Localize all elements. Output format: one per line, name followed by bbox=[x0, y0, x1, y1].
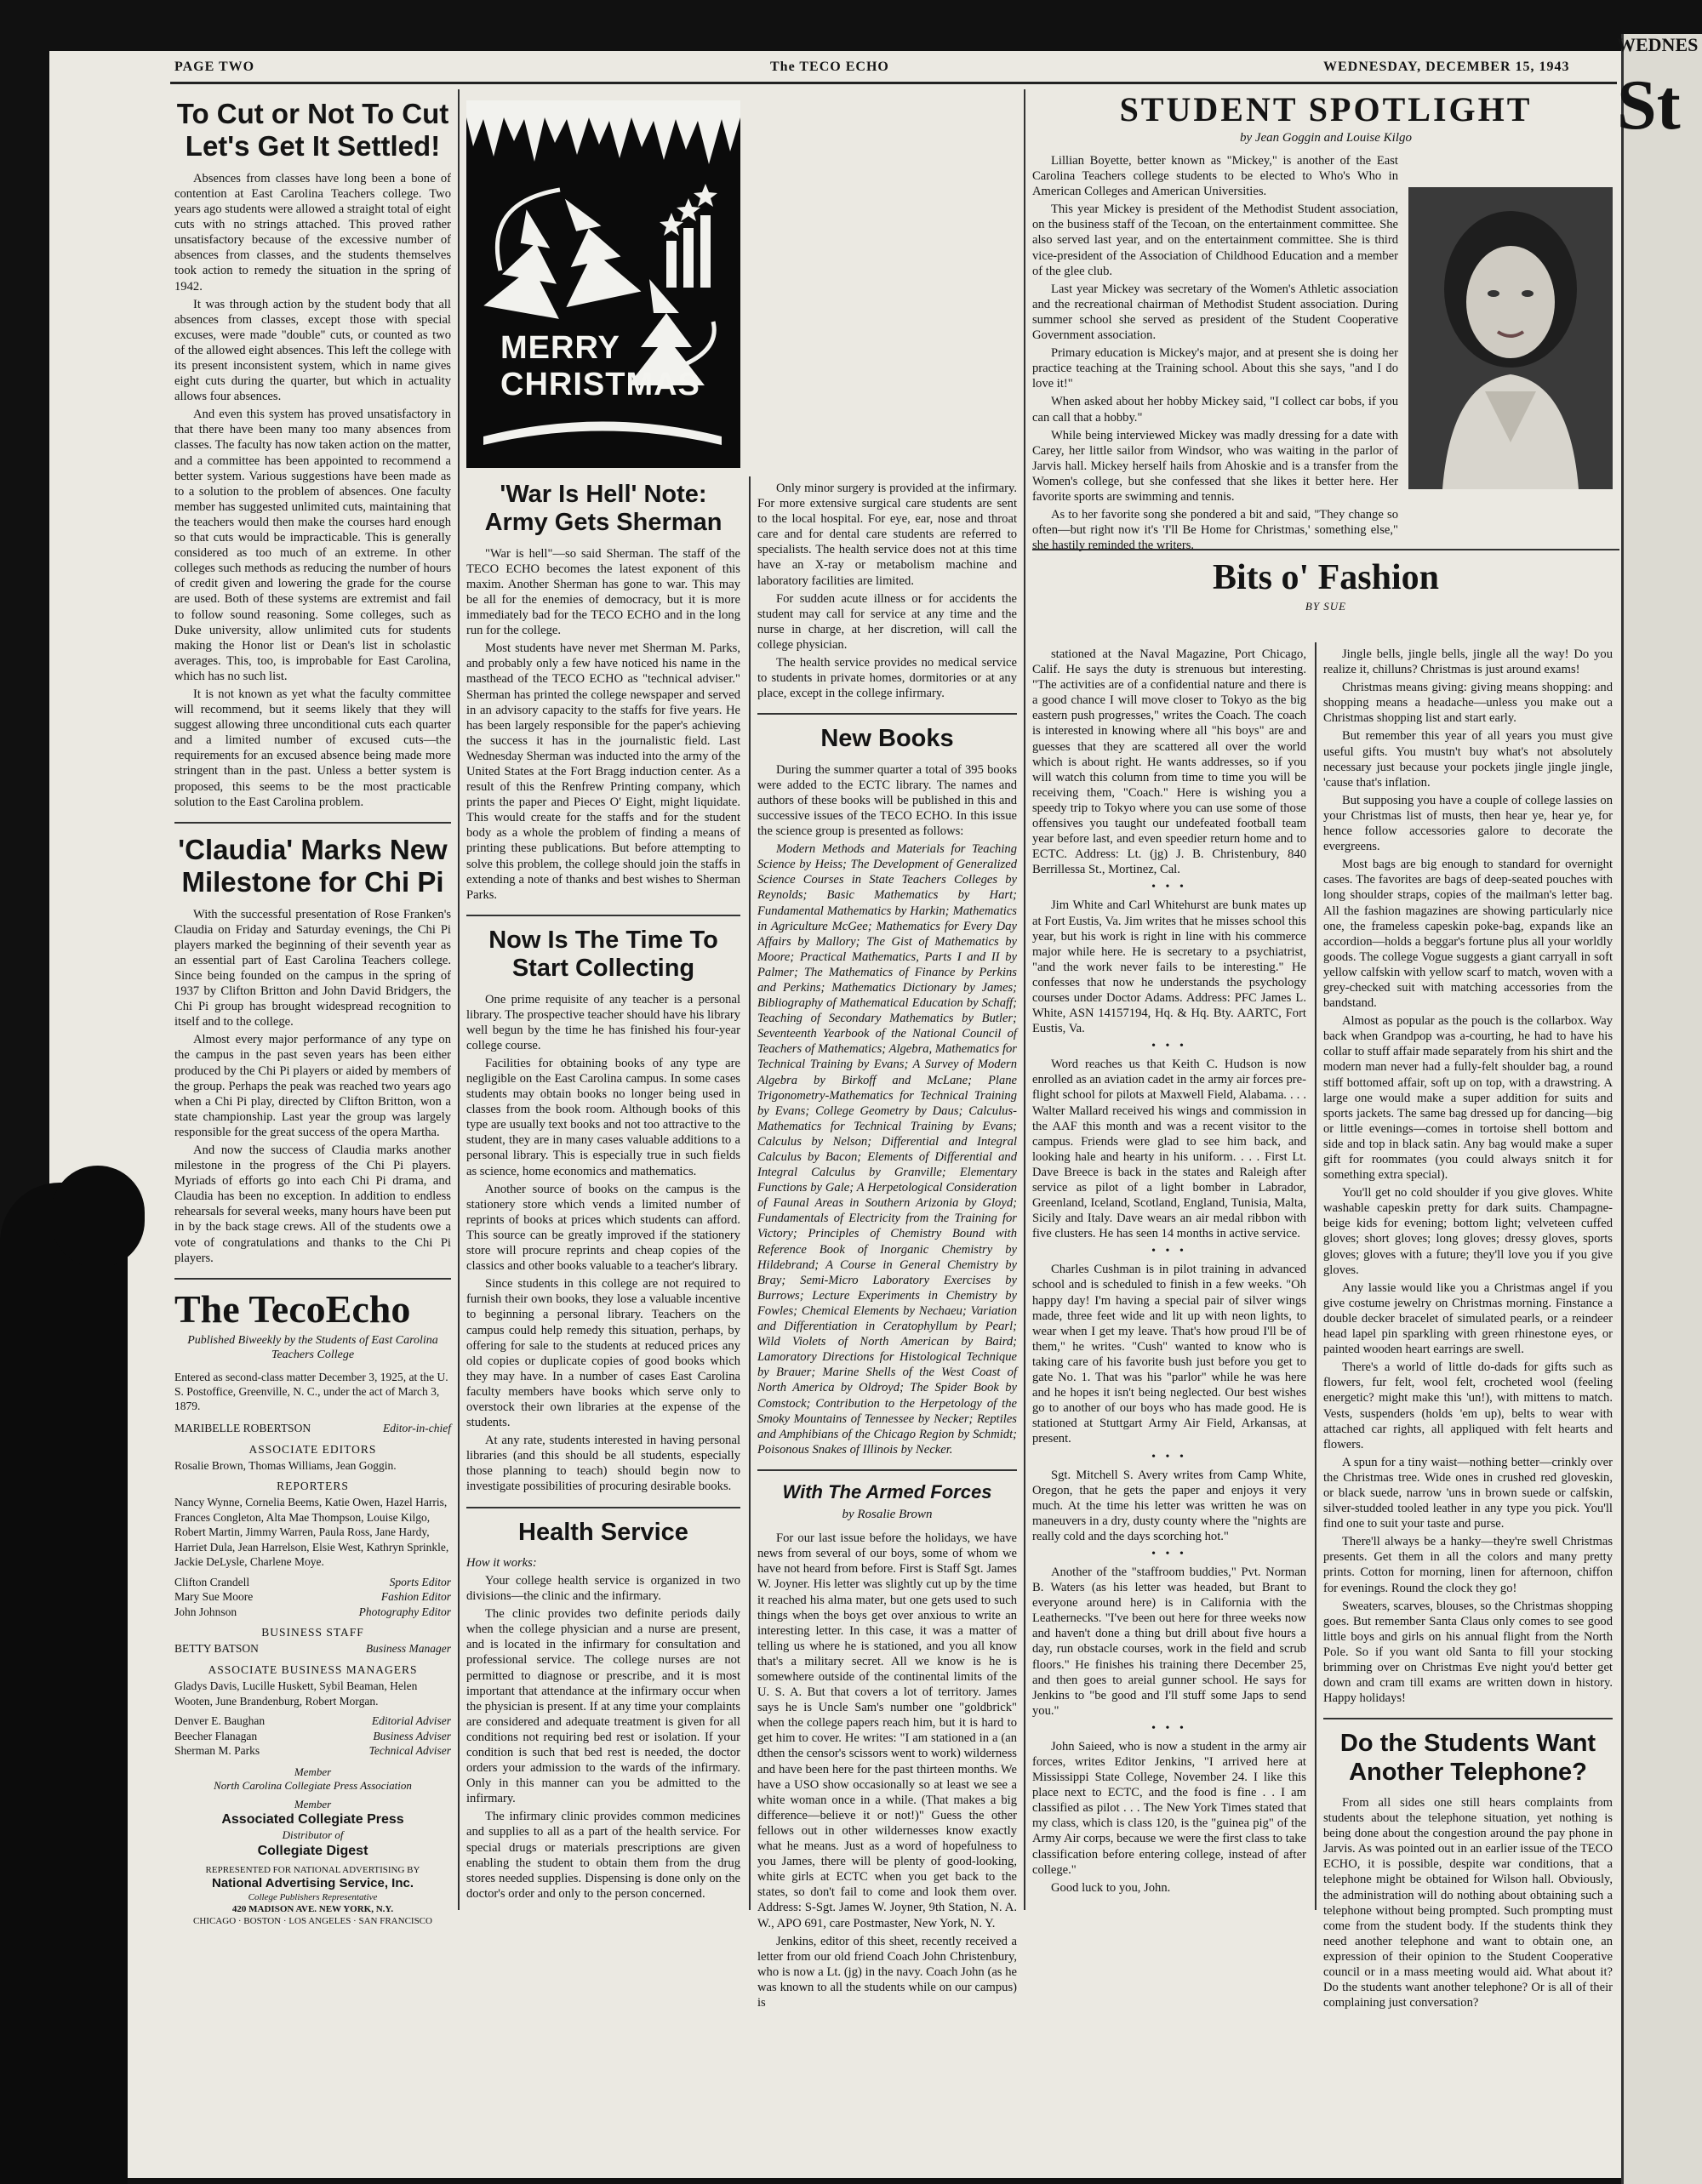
claudia-paragraph: Almost every major performance of any type on the campus in the past seven years has been either produced by the Chi Pi players or aided by members of the group. Perhaps the peak was reached two years ago when a Chi Pi play, directed by Clifton Britton, won a state championship. Last year the group was largely responsible for the great success of the opera Martha. bbox=[174, 1033, 451, 1139]
staff-role: Business Manager bbox=[365, 1642, 451, 1656]
christmas-illustration bbox=[466, 100, 740, 468]
section-rule bbox=[1032, 549, 1619, 550]
staff-role: Photography Editor bbox=[358, 1605, 451, 1618]
staff-heading: ASSOCIATE BUSINESS MANAGERS bbox=[208, 1662, 418, 1676]
collecting-paragraph: At any rate, students interested in having personal libraries (and this should be all students, especially those planning to teach) should begin now to investigate possibilities of procuring desirable books. bbox=[466, 1434, 740, 1494]
masthead-entry: Entered as second-class matter December 3, 1925, at the U. S. Postoffice, Greenville, N. C., under the act of March 3, 1879. bbox=[174, 1371, 448, 1413]
fashion-paragraph: You'll get no cold shoulder if you give gloves. White washable capeskin pretty for dark suits. Champagne-beige kids for evening; bottom light; velveteen cuffed gloves; short gloves; long gloves; dressy gloves, sports gloves; gloves with a future; they'll love you if you give gloves. bbox=[1323, 1186, 1613, 1277]
spotlight-paragraph: Primary education is Mickey's major, and at present she is doing her practice teaching at the Training school. About this she says, "and I do love it!" bbox=[1032, 346, 1398, 391]
spotlight-byline: by Jean Goggin and Louise Kilgo bbox=[1239, 131, 1413, 145]
health-paragraph: The clinic provides two definite periods daily when the college physician and a nurse are present, and is located in the infirmary for consultation and professional service. The college nurses are not permitted to diagnose or prescribe, and it is most important that attendance at the infirmary occur when the physician is present. If at any time your complaints are considered and adequate treatment is given for all conditions not requiring bed rest or isolation. If your condition is such that bed rest is needed, the doctor orders your admission to the wards of the infirmary. Only in this manner can you be admitted to the infirmary. bbox=[466, 1607, 740, 1806]
service-paragraph: Jim White and Carl Whitehurst are bunk mates up at Fort Eustis, Va. Jim writes that he misses school this year, but his work is right in line with his commerce major while here. He is secretary to a psychiatrist, "and the work never fails to be interesting." He confesses that now he understands the psychology courses under Doctor Adams. Address: PFC James L. White, ASN 14157194, Hq. & Hq. Bty. AARTC, Fort Eustis, Va. bbox=[1032, 898, 1306, 1036]
collecting-paragraph: Since students in this college are not required to furnish their own books, they lose a valuable incentive to beginning a personal library. Teachers on the campus could help remedy this situation, perhaps, by offering for sale to the students at reduced prices any old copies or duplicate copies of good books which they may have. In a number of cases East Carolina faculty members have books which serve only to overstock their own libraries at the expense of the students. bbox=[466, 1277, 740, 1430]
spotlight-paragraph: Last year Mickey was secretary of the Women's Athletic association and the recreational chairman of Methodist Student association. During summer school she served as president of the Student Cooperative Government association. bbox=[1032, 282, 1398, 343]
paper-name: The TECO ECHO bbox=[770, 60, 889, 74]
health-paragraph: The infirmary clinic provides common medicines and supplies to all as a part of the health service. For special drugs or materials prescriptions are given enabling the student to obtain them from the drug stores needed supplies. Dispensing is done only on the doctor's order and only to the person concerned. bbox=[466, 1810, 740, 1901]
column-3 bbox=[757, 481, 1017, 2013]
staff-name: Sherman M. Parks bbox=[174, 1744, 260, 1758]
folio-rule bbox=[170, 82, 1617, 84]
fashion-paragraph: Most bags are big enough to standard for overnight cases. The favorites are bags of deep-seated pouches with long shoulder straps, copies of the mailman's letter bag. All the fashion magazines are showing particularly nice one, the frameless capeskin poke-bag, expands like an accordion—holds a beggar's fortune plus all your worldly goods. The college Vogue suggests a giant carryall in soft yellow calfskin with yellow scarf to match, woven with a grey-checked suit with matching accessories from the bandstand. bbox=[1323, 858, 1613, 1011]
fashion-paragraph: There'll always be a hanky—they're swell Christmas presents. Get them in all the colors and many pretty prints. Cotton for morning, linen for afternoon, chiffon for evenings. Round the clock they go! bbox=[1323, 1535, 1613, 1595]
staff-names: Gladys Davis, Lucille Huskett, Sybil Beaman, Helen Wooten, June Brandenburg, Robert Morgan. bbox=[174, 1679, 418, 1708]
fashion-paragraph: A spun for a tiny waist—nothing better—crinkly over the Christmas tree. Wide ones in crushed red gloveskin, or black suede, narrow 'uns in brown suede or calfskin, silver-studded tooled leather in any type you pick. You'll find one to suit your taste and purse. bbox=[1323, 1455, 1613, 1531]
christmas-trees-icon bbox=[466, 100, 740, 468]
headline-collecting: Now Is The Time To Start Collecting bbox=[488, 926, 718, 983]
staff-name: Denver E. Baughan bbox=[174, 1714, 266, 1728]
student-photo bbox=[1408, 187, 1613, 489]
spotlight-paragraph: When asked about her hobby Mickey said, "I collect car bobs, if you can call that a hobby." bbox=[1032, 395, 1398, 425]
fashion-paragraph: Christmas means giving: giving means shopping: and shopping means a headache—unless you make out a Christmas shopping list and start early. bbox=[1323, 681, 1613, 726]
nas-logo: National Advertising Service, Inc. bbox=[211, 1876, 414, 1891]
masthead-title: The TecoEcho bbox=[174, 1286, 411, 1331]
cuts-paragraph: It was through action by the student body that all absences from classes, except those with special excuses, were made "double" cuts, or counted as two of the allowed eight absences. This left the college with its present inconsistent system, which in name gives eight cuts during the quarter, but which in actuality allows four absences. bbox=[174, 297, 451, 404]
article-rule bbox=[174, 822, 451, 824]
acp-logo: Associated Collegiate Press bbox=[221, 1812, 404, 1828]
member-association: North Carolina Collegiate Press Association bbox=[214, 1778, 412, 1792]
staff-name: Beecher Flanagan bbox=[174, 1729, 258, 1742]
service-paragraph: Sgt. Mitchell S. Avery writes from Camp White, Oregon, that he gets the paper and enjoys it very much. At the time his letter was written he was on maneuvers in a dry, dusty county where the "nights are really cold and the days scorching hot." bbox=[1032, 1468, 1306, 1543]
staff-name: Clifton Crandell bbox=[174, 1575, 250, 1588]
column-4: stationed at the Naval Magazine, Port Chicago, Calif. He says the duty is strenuous but interesting. "The activities are of a confidential nature and there is a good chance I will move closer to Tokyo as the big eastern push progresses," writes the Coach. The coach is interested in knowing where all "his boys" are and guesses that they are scattered all over the world which is about right. He wants addresses, so if you will watch this column from time to time you will be receiving them, "Coach." Here is wishing you a speedy trip to Tokyo where you can use some of those offensives you taught our undefeated football team year before last, and even speedier return home and to ECTC. Address: Lt. (jg) J. B. Christenbury, 840 Berrillessa St., Mortinez, Cal. • • • Jim White and Carl Whitehurst are bunk mates up at Fort Eustis, Va. Jim writes that he misses school this year, but his work is right in line with his commerce major while here. He is secretary to a psychiatrist, "and the work never fails to be interesting." He confesses that now he understands the psychology courses under Doctor Adams. Address: PFC James L. White, ASN 14157194, Hq. & Hq. Bty. AARTC, Fort Eustis, Va. • • • Word reaches us that Keith C. Hudson is now enrolled as an aviation cadet in the army air forces pre-flight school for pilots at Maxwell Field, Alabama. . . . Walter Mallard received his wings and commission in the AAF this month and was a recent visitor to the campus. Friends were glad to see him back, and looking hale and hearty in his uniform. . . . First Lt. Dave Breece is back in the states and Raleigh after service as pilot of a light bomber in Labrador, Greenland, Iceland, Scotland, England, Tunisia, Malta, Sicily and Italy. Dave wears an air medal ribbon with five clusters. He has seen 14 months in active service. • • • Charles Cushman is in pilot training in advanced school and is scheduled to finish in a few weeks. "Oh happy day! I'm having a special pair of silver wings made, three feet wide and lit up with neon lights, to wear when I get my leave. That's how proud I'll be of them," he writes. "Cush" wanted to know who is taking care of his favorite bush just before you get to gate No. 1. That was his "parlor" while he was here and he hopes it isn't being neglected. Our best wishes go to another of our boys who has made good. He is stationed at Stuttgart Army Air Field, Arkansas, at present. • • • Sgt. Mitchell S. Avery writes from Camp White, Oregon, that he gets the paper and enjoys it very much. At the time his letter was written he was on maneuvers in a dry, dusty county where the "nights are really cold and the days scorching hot." • • • Another of the "staffroom buddies," Pvt. Norman B. Waters (as his letter was headed, but Brant to everyone around here) is in California with the Leathernecks. "I've been out here for three weeks now and haven't done a thing but drill about five hours a day, run obstacle courses, work in the field and scrub floors." He finishes his training there December 25, and then goes to areial gunner school. He says for Jenkins to "be good and I'll stuff some Japs to send you." • • • John Saieed, who is now a student in the army air forces, writes Editor Jenkins, "I arrived here at Mississippi State College, November 24. I like this place next to ECTC, and the food is fine . . I am classified as pilot . . . The New York Times stated that my class, which is class 120, is the "guinea pig" of the Army Air corps, because we were the first class to take classification before entering college, instead of after college." Good luck to you, John. bbox=[1032, 647, 1306, 1895]
staff-name: BETTY BATSON bbox=[174, 1642, 259, 1656]
staff-name: Mary Sue Moore bbox=[174, 1590, 254, 1604]
spotlight-paragraph: Lillian Boyette, better known as "Mickey," is another of the East Carolina Teachers college students to be elected to Who's Who in American Colleges and American Universities. bbox=[1032, 154, 1398, 199]
article-rule bbox=[1323, 1718, 1613, 1719]
staff-name: John Johnson bbox=[174, 1605, 237, 1618]
collecting-paragraph: Facilities for obtaining books of any type are negligible on the East Carolina campus. In some cases students may obtain books no longer being used in classes from the book room. Although books of this type are usually text books and not too attractive to the student, they are in many cases valuable additions to a personal library. This is especially true in such fields as science, home economics and mathematics. bbox=[466, 1056, 740, 1178]
service-paragraph: Good luck to you, John. bbox=[1051, 1880, 1171, 1895]
armed-paragraph: Jenkins, editor of this sheet, recently received a letter from our old friend Coach John Christenbury, who is now a Lt. (jg) in the navy. Coach John (as he was known to all the students while on our campus) is bbox=[757, 1934, 1017, 2010]
staff-row bbox=[174, 1729, 451, 1744]
portrait-icon bbox=[1408, 187, 1613, 489]
spotlight-paragraph: While being interviewed Mickey was madly dressing for a date with Carey, her little sailor from Windsor, who was waiting in the parlor of Jarvis hall. Mickey herself hails from Ahoskie and is a transfer from the Women's college, but she confessed that she likes it better here. Her favorite sports are swimming and tennis. bbox=[1032, 428, 1398, 504]
member-label: Member bbox=[294, 1798, 332, 1811]
collecting-paragraph: One prime requisite of any teacher is a personal library. The prospective teacher should have his library well begun by the time he has finished his four-year college course. bbox=[466, 992, 740, 1052]
cuts-paragraph: It is not known as yet what the faculty committee will recommend, but it seems likely that they will suggest allowing three unconditional cuts each quarter and a limited number of excused cuts—the requirements for an excused absence being made more stringent than in the past. Unless a better system is proposed, this seems to be the most practicable solution to the East Carolina problem. bbox=[174, 687, 451, 809]
armed-paragraph: For our last issue before the holidays, we have news from several of our boys, some of whom we have not heard from before. First is Staff Sgt. James W. Joyner. His letter was slightly cut up by the time it reached his alma mater, but one gets used to such things when the boys get over anxious to write an interesting letter. In this case, it was a matter of telling us where he is stationed, and you all know that's a military secret. All we know is he is somewhere outside of the continental limits of the U. S. A. But that covers a lot of territory. James says he is Uncle Sam's number one "goldbrick" when the college papers reach him, but it is hard to get him to cover. He writes: "I am stationed in a (an dthen the censor's scissors went to work) wilderness and have been here for the past thirteen months. We have a USO show occasionally so at least we see a white woman once in a while. (That makes a big difference—believe it or not!)" Guess the other fellows out in other wildernesses know exactly what he means. Just as a word of hopefulness to you James, there will be plenty of good-looking, white girls at ECTC when you get back to the states, so don't fail to come and look them over. Address: S-Sgt. James W. Joyner, 9th Station, N. A. W., APO 691, care Postmaster, New York, N. Y. bbox=[757, 1531, 1017, 1930]
headline-telephone: Do the Students Want Another Telephone? bbox=[1339, 1730, 1596, 1786]
service-paragraph: Charles Cushman is in pilot training in advanced school and is scheduled to finish in a few weeks. "Oh happy day! I'm having a special pair of silver wings made, three feet wide and lit up with neon lights, to wear when I get my leave. That's how proud I'll be of them," he writes. "Cush" wanted to know who is taking care of his favorite bush just before you get to gate No. 1. That was his "parlor" while he was here and he hopes it isn't being neglected. Our best wishes go to another of our boys who has made good. He is stationed at Stuttgart Army Air Field, Arkansas, at present. bbox=[1032, 1263, 1306, 1446]
spotlight-title: STUDENT SPOTLIGHT bbox=[1119, 90, 1533, 128]
next-page-folio: WEDNES bbox=[1617, 34, 1699, 55]
rep-label: REPRESENTED FOR NATIONAL ADVERTISING BY bbox=[205, 1864, 420, 1875]
staff-row bbox=[174, 1641, 451, 1657]
books-paragraph: Modern Methods and Materials for Teaching Science by Heiss; The Development of Generalized Science Courses in State Teachers Colleges by Reynolds; Basic Mathematics by Hart; Fundamental Mathematics by Harkin; Mathematics in Agriculture McGee; Mathematics for Every Day Affairs by Mallory; The Gist of Mathematics by Moore; Practical Mathematics, Parts I and II by Palmer; The Mathematics of Finance by Perkins and Perkins; Mathematics Dictionary by James; Bibliography of Mathematical Education by Schaff; Teaching of Secondary Mathematics by Butler; Seventeenth Yearbook of the National Council of Teachers of Mathematics; Algebra, Mathematics for Technical Training by Evans; A Survey of Modern Algebra by Birkoff and McLane; Plane Trigonometry-Mathematics for Technical Training by Evans; College Geometry by Daus; Calculus-Mathematics for Technical Training by Evans; Calculus by Nelson; Differential and Integral Calculus by Bacon; Elements of Differential and Integral Calculus by Granville; Elementary Functions by Gale; A Herpetological Consideration of Faunal Areas in Southern Arizonia by Gloyd; Fundamentals of Electricity from the Training for Victory; Principles of Chemistry Bound with Reference Book of Inorganic Chemistry by Hildebrand; A Course in General Chemistry by Bray; Semi-Micro Laboratory Exercises by Burrows; Lecture Experiments in Chemistry by Fowles; Chemical Elements by Nechaeu; Variation and Differentiation in Ceratophyllum by Pearl; Wild Violets of North American by Baird; Lamoratory Directions for Histological Technique by Brauer; Marine Shells of the West Coast of North America by Oldroyd; The Spider Book by Comstock; Contribution to the Herpetology of the Smoky Mountains of Tennessee by Necker; Reptiles and Amphibians of the Chicago Region by Schmidt; Poisonous Snakes of Illinois by Necker. bbox=[757, 842, 1017, 1457]
article-rule bbox=[174, 1278, 451, 1280]
digest-logo: Collegiate Digest bbox=[257, 1843, 368, 1858]
staff-heading: BUSINESS STAFF bbox=[261, 1626, 364, 1639]
masthead-subtitle: Published Biweekly by the Students of East Carolina Teachers College bbox=[187, 1333, 438, 1361]
cuts-paragraph: And even this system has proved unsatisfactory in that there have been many too many absences from classes. The faculty has now taken action on the matter, and a committee has been appointed to recommend a better system. Various suggestions have been made as to a solution to the problem of absences. One faculty member has suggested unlimited cuts, maintaining that the teachers would then make the courses hard enough so that cuts would be impracticable. This is generally considered as too much of an extreme. In other colleges such methods as reducing the number of hours of credit given and lowering the grade for the course are used. Both of these systems are extremist and fail to follow sound reasoning. Some colleges, such as Duke university, allow unlimited cuts for students making the Honor list or Dean's list in scholastic averages. This, too, is improbable for East Carolina, which has no such list. bbox=[174, 408, 451, 683]
article-rule bbox=[757, 713, 1017, 715]
fashion-header bbox=[1032, 557, 1619, 622]
article-rule bbox=[466, 915, 740, 916]
headline-claudia: 'Claudia' Marks New Milestone for Chi Pi bbox=[178, 833, 448, 898]
staff-names: Rosalie Brown, Thomas Williams, Jean Goggin. bbox=[174, 1458, 397, 1472]
hand-thumb bbox=[51, 1166, 145, 1268]
next-page-edge bbox=[1621, 34, 1702, 2184]
telephone-paragraph: From all sides one still hears complaints from students about the telephone situation, yet nothing is being done about the congestion around the pay phone in Jarvis. As was pointed out in an earlier issue of the TECO ECHO, it is possible, despite war conditions, that a telephone might be obtained for Wilson hall. Obviously, the administration will do nothing about obtaining such a telephone without being prompted. Such prompting must come from the student body. If the students think they need another telephone and want to obtain one, an expression of their opinion to the Student Cooperative council or in a mass meeting would aid. What about it? Do the students want another telephone? Or is all of their complaining just conversation? bbox=[1323, 1795, 1613, 2010]
spotlight-paragraph: This year Mickey is president of the Methodist Student association, on the business staff of the Tecoan, on the entertainment committee. She also served last year, and on the entertainment committee. She is third vice-president of the Association of Childhood Education and a member of the glee club. bbox=[1032, 202, 1398, 278]
merry-christmas-text: MERRY CHRISTMAS bbox=[500, 330, 700, 402]
staff-row bbox=[174, 1421, 451, 1436]
cuts-paragraph: Absences from classes have long been a bone of contention at East Carolina Teachers college. Two years ago students were allowed a straight total of eight cuts with no strings attached. This proved rather unsatisfactory because of the excessive number of absences from classes, and the students themselves took action to remedy the situation in the spring of 1942. bbox=[174, 171, 451, 294]
issue-date: WEDNESDAY, DECEMBER 15, 1943 bbox=[1323, 60, 1570, 74]
distributor-label: Distributor of bbox=[282, 1828, 344, 1842]
headline-war: 'War Is Hell' Note: Army Gets Sherman bbox=[484, 481, 722, 537]
nas-subtitle: College Publishers Representative bbox=[248, 1892, 378, 1903]
press-association bbox=[174, 1765, 451, 1928]
fashion-paragraph: Any lassie would like you a Christmas angel if you give costume jewelry on Christmas morning. Finstance a double decker bracelet of simulated pearls, or a reindeer head lapel pin sparkling with green rhinestone eyes, or painted wooden heart earrings are swell. bbox=[1323, 1280, 1613, 1357]
staff-heading: ASSOCIATE EDITORS bbox=[248, 1442, 377, 1456]
staff-role: Business Adviser bbox=[373, 1729, 451, 1742]
staff-role: Editor-in-chief bbox=[383, 1421, 451, 1434]
fashion-paragraph: Jingle bells, jingle bells, jingle all the way! Do you realize it, chilluns? Christmas is just around exams! bbox=[1323, 647, 1613, 677]
nas-address: 420 MADISON AVE. NEW YORK, N.Y. bbox=[231, 1903, 394, 1914]
article-rule bbox=[466, 1507, 740, 1508]
fashion-paragraph: There's a world of little do-dads for gifts such as flowers, fur felt, wool felt, crocheted wool (feeling energetic? might make this 'un!), with mittens to match. Vests, suspenders (holds 'em up), belts to wear with attached car rights, all appliqued with felt hearts and flowers. bbox=[1323, 1360, 1613, 1451]
headline-books: New Books bbox=[820, 725, 954, 753]
staff-role: Editorial Adviser bbox=[371, 1714, 451, 1728]
spotlight-paragraph: As to her favorite song she pondered a bit and said, "They change so often—but right now it's 'I'll Be Home for Christmas,' something else," she hastily reminded the writers. bbox=[1032, 508, 1398, 553]
column-rule bbox=[458, 89, 460, 1910]
claudia-paragraph: And now the success of Claudia marks another milestone in the progress of the Chi Pi players. Myriads of efforts go into each Chi Pi drama, and Claudia has been no exception. In addition to endless rehearsals for several weeks, many hours have been put in by the back stage crews. All of the students owe a vote of congratulations and thanks to the Chi Pi players. bbox=[174, 1143, 451, 1265]
fashion-paragraph: Sweaters, scarves, blouses, so the Christmas shopping goes. But remember Santa Claus only comes to see good little boys and girls on his annual flight from the North Pole. So if you want old Santa to fill your stocking brimming over on Christmas Eve night you'd better get down and cram till exams are written down in history. Happy holidays! bbox=[1323, 1599, 1613, 1706]
hand-holding-page bbox=[0, 1183, 128, 2184]
member-label: Member bbox=[294, 1765, 332, 1778]
column-2 bbox=[466, 481, 740, 1904]
service-paragraph: Another of the "staffroom buddies," Pvt. Norman B. Waters (as his letter was headed, but Brant to everyone around here) is in California with the Leathernecks. "I've been out here for three weeks now and haven't done a thing but drill about five hours a day, run obstacle courses, work in the field and scrub floors." He finishes his training there December 25, and then goes to areial gunner school. He says for Jenkins to "be good and I'll stuff some Japs to send you." bbox=[1032, 1565, 1306, 1718]
spotlight-text bbox=[1032, 153, 1398, 556]
article-rule bbox=[757, 1469, 1017, 1471]
staff-row bbox=[174, 1743, 451, 1759]
staff-name: MARIBELLE ROBERTSON bbox=[174, 1421, 311, 1434]
headline-fashion: Bits o' Fashion bbox=[1212, 558, 1440, 597]
staff-row bbox=[174, 1714, 451, 1729]
student-spotlight bbox=[1032, 89, 1619, 154]
column-rule bbox=[1024, 89, 1025, 1910]
staff-role: Sports Editor bbox=[389, 1575, 451, 1588]
masthead bbox=[174, 1286, 451, 1928]
headline-health: Health Service bbox=[518, 1518, 688, 1546]
column-rule bbox=[1315, 642, 1316, 1910]
staff-role: Technical Adviser bbox=[368, 1744, 451, 1758]
health-paragraph: Your college health service is organized in two divisions—the clinic and the infirmary. bbox=[466, 1573, 740, 1604]
staff-names: Nancy Wynne, Cornelia Beems, Katie Owen, Hazel Harris, Frances Congleton, Alta Mae Thompson, Louise Kilgo, Robert Martin, Jimmy Warren, Paula Ross, Jane Hardy, Harriet Dula, Jean Harrelson, Elsie West, Kathryn Sprinkle, Jackie DeLysle, Charlene Moye. bbox=[174, 1496, 449, 1569]
war-paragraph: "War is hell"—so said Sherman. The staff of the TECO ECHO becomes the latest exponent of this maxim. Another Sherman has gone to war. This may be all for the enemies of democracy, but it is more immediately bad for the TECO ECHO and in the long run for the college. bbox=[466, 546, 740, 638]
next-page-headline: St bbox=[1617, 66, 1681, 145]
collecting-paragraph: Another source of books on the campus is the stationery store which vends a limited number of reprints of books at prices which students can afford. This source can be greatly improved if the stationery store will procure reprints and cheap copies of the classics and other books valuable to a teacher's library. bbox=[466, 1182, 740, 1274]
headline-cuts: To Cut or Not To Cut Let's Get It Settled! bbox=[176, 98, 449, 162]
fashion-paragraph: Almost as popular as the pouch is the collarbox. Way back when Grandpop was a-courting, he had to have his collar to stuff affair made separately from his shirt and the modern man never had a fully-felt shoulder bag, a round stiff bottomed affair, soft up on top, with a drawstring. A large one would make a super addition for suits and sports jackets. The same bag dressed up for dancing—big or little evenings—comes in tortoise shell bottom and side and top in black satin. Any bag would make a super gift for roommates (you could always snitch it for something extra special). bbox=[1323, 1014, 1613, 1183]
column-5 bbox=[1323, 647, 1613, 2013]
staff-role: Fashion Editor bbox=[380, 1590, 451, 1604]
fashion-paragraph: But supposing you have a couple of college lassies on your Christmas list of musts, then hear ye, hear ye, for hence follow accessories galore to decorate the evergreens. bbox=[1323, 793, 1613, 854]
staff-heading: REPORTERS bbox=[277, 1480, 349, 1493]
service-paragraph: stationed at the Naval Magazine, Port Chicago, Calif. He says the duty is strenuous but interesting. "The activities are of a confidential nature and there is a good chance I will move closer to Tokyo as the big eastern push progresses," writes the Coach. The coach is interested in knowing where all "his boys" are and guesses that they are scattered all over the world which is about right. He wants addresses, so if you will watch this column from time to time you will be receiving them, "Coach." Here is wishing you a speedy trip to Tokyo where you can use some of those offensives you taught our undefeated football team year before last, and even speedier return home and to ECTC. Address: Lt. (jg) J. B. Christenbury, 840 Berrillessa St., Mortinez, Cal. bbox=[1032, 647, 1306, 877]
health-paragraph: The health service provides no medical service to students in private homes, dormitories or at any place, except in the college infirmary. bbox=[757, 656, 1017, 701]
column-1 bbox=[174, 98, 451, 1927]
nas-cities: CHICAGO · BOSTON · LOS ANGELES · SAN FRANCISCO bbox=[193, 1915, 432, 1926]
fashion-byline: BY SUE bbox=[1305, 600, 1347, 613]
claudia-paragraph: With the successful presentation of Rose Franken's Claudia on Friday and Saturday evenings, the Chi Pi players marked the beginning of their seventh year as an essential part of East Carolina Teachers college. Since being founded on the campus in the spring of 1937 by Clifton Britton and John David Bridgers, the Chi Pi group has brought widespread recognition to itself and to the college. bbox=[174, 907, 451, 1029]
staff-row bbox=[174, 1575, 451, 1590]
health-paragraph: Only minor surgery is provided at the infirmary. For more extensive surgical care students are sent to the local hospital. For eye, ear, nose and throat care and for dental care students are referred to specialists. The health service does not at this time have an X-ray or metabolism machine and laboratory facilities are limited. bbox=[757, 482, 1017, 588]
staff-row bbox=[174, 1589, 451, 1605]
armed-forces-byline: by Rosalie Brown bbox=[842, 1508, 933, 1522]
war-paragraph: Most students have never met Sherman M. Parks, and probably only a few have noticed his name in the masthead of the TECO ECHO as "technical adviser." Sherman has printed the college newspaper and served in an advisory capacity to the staffs for five years. He has been largely responsible for the paper's achieving the success it has in the journalistic field. Last Wednesday Sherman was inducted into the army of the United States at the Fort Bragg induction center. As a result of this the Renfrew Printing company, which prints the paper and Pieces O' Eight, might liquidate. This would create for the staffs and for the student body as a whole the problem of finding a means of printing these publications. But before attempting to solve this problem, the college should join the staffs in extending a note of thanks and best wishes to Sherman Parks. bbox=[466, 642, 740, 902]
health-lead: How it works: bbox=[466, 1555, 537, 1570]
books-paragraph: During the summer quarter a total of 395 books were added to the ECTC library. The names and authors of these books will be published in this and successive issues of the TECO ECHO. In this issue the science group is presented as follows: bbox=[757, 762, 1017, 839]
page-number: PAGE TWO bbox=[174, 60, 255, 74]
health-paragraph: For sudden acute illness or for accidents the student may call for service at any time and the nurse in charge, at her discretion, will call the college physician. bbox=[757, 591, 1017, 652]
service-paragraph: John Saieed, who is now a student in the army air forces, writes Editor Jenkins, "I arrived here at Mississippi State College, November 24. I like this place next to ECTC, and the food is fine . . I am classified as pilot . . . The New York Times stated that my class, which is class 120, is the "guinea pig" of the Army Air corps, because we were the first class to take classification before entering college, instead of after college." bbox=[1032, 1739, 1306, 1877]
fashion-paragraph: But remember this year of all years you must give useful gifts. You mustn't buy what's not absolutely necessary just because your pockets jingle jingle jingle, 'cause that's inflation. bbox=[1323, 729, 1613, 790]
column-rule bbox=[749, 476, 751, 1910]
staff-row bbox=[174, 1605, 451, 1620]
headline-armed-forces: With The Armed Forces bbox=[782, 1480, 992, 1503]
service-paragraph: Word reaches us that Keith C. Hudson is now enrolled as an aviation cadet in the army air forces pre-flight school for pilots at Maxwell Field, Alabama. . . . Walter Mallard received his wings and commission in the AAF this month and was a recent visitor to the campus. Friends were glad to see him back, and looking hale and hearty in his uniform. . . . First Lt. Dave Breece is back in the states and Raleigh after service as pilot of a light bomber in Labrador, Greenland, Iceland, Scotland, England, Tunisia, Malta, Sicily and Italy. Dave wears an air medal ribbon with five clusters. He has seen 14 months in active service. bbox=[1032, 1058, 1306, 1241]
